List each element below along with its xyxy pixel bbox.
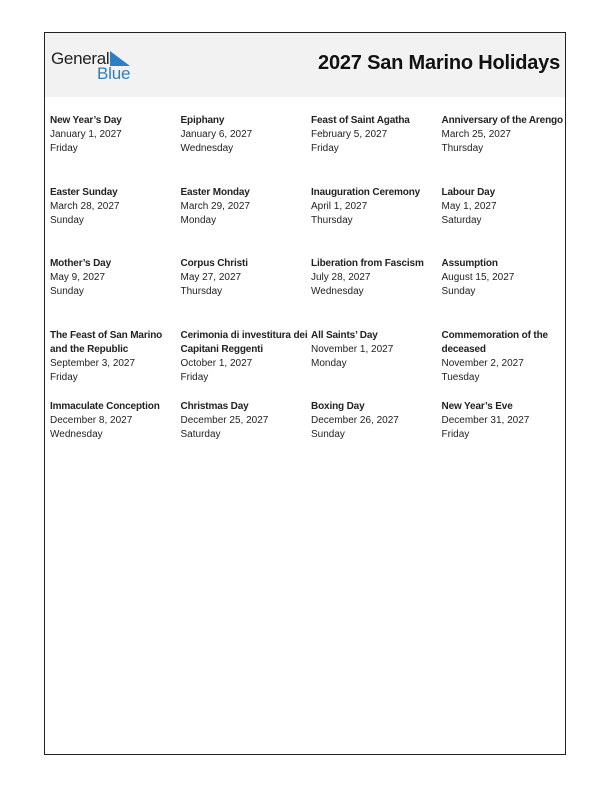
holiday-entry bbox=[311, 329, 442, 401]
holiday-name: Commemoration of the deceased bbox=[441, 329, 548, 355]
holiday-entry bbox=[442, 114, 566, 186]
holiday-entry bbox=[181, 114, 312, 186]
holiday-weekday: Sunday bbox=[50, 214, 84, 226]
holiday-entry bbox=[50, 257, 181, 329]
holiday-weekday: Tuesday bbox=[441, 371, 480, 383]
holiday-entry bbox=[50, 114, 181, 186]
holiday-date: December 25, 2027 bbox=[180, 415, 269, 426]
holiday-name: Christmas Day bbox=[180, 401, 249, 412]
holiday-weekday: Thursday bbox=[311, 214, 353, 226]
page-header bbox=[45, 33, 565, 97]
holiday-name: Anniversary of the Arengo bbox=[441, 115, 563, 126]
holiday-name: Feast of Saint Agatha bbox=[311, 115, 410, 126]
holiday-name: The Feast of San Marino and the Republic bbox=[50, 329, 163, 355]
holiday-date: March 25, 2027 bbox=[441, 129, 511, 140]
holiday-weekday: Friday bbox=[180, 371, 209, 383]
holiday-date: November 2, 2027 bbox=[441, 357, 524, 369]
holiday-weekday: Sunday bbox=[311, 429, 345, 440]
holiday-entry bbox=[181, 257, 312, 329]
holiday-date: March 29, 2027 bbox=[180, 200, 250, 212]
holiday-weekday: Friday bbox=[441, 429, 470, 440]
holiday-entry bbox=[50, 400, 181, 472]
holiday-date: December 31, 2027 bbox=[441, 415, 530, 426]
holiday-name: New Year’s Day bbox=[50, 115, 122, 126]
holiday-date: February 5, 2027 bbox=[311, 129, 388, 140]
holiday-date: October 1, 2027 bbox=[180, 357, 253, 369]
logo-text-blue: Blue bbox=[97, 64, 131, 83]
holiday-entry bbox=[442, 400, 566, 472]
holiday-entry bbox=[181, 400, 312, 472]
holiday-weekday: Wednesday bbox=[50, 429, 103, 440]
holiday-date: May 1, 2027 bbox=[441, 200, 497, 212]
holiday-weekday: Sunday bbox=[50, 286, 84, 297]
holiday-entry bbox=[50, 186, 181, 258]
holiday-weekday: Sunday bbox=[441, 286, 476, 297]
holiday-date: August 15, 2027 bbox=[441, 272, 515, 283]
holiday-name: Mother’s Day bbox=[50, 258, 111, 269]
holiday-date: April 1, 2027 bbox=[311, 200, 368, 212]
holiday-entry bbox=[181, 186, 312, 258]
holiday-name: Labour Day bbox=[441, 186, 496, 198]
holiday-date: May 9, 2027 bbox=[50, 272, 106, 283]
holiday-name: Immaculate Conception bbox=[50, 401, 160, 412]
holiday-date: December 8, 2027 bbox=[50, 415, 133, 426]
holiday-date: January 6, 2027 bbox=[180, 129, 253, 140]
logo-text-general: General bbox=[51, 49, 110, 68]
holiday-entry bbox=[442, 186, 566, 258]
holiday-entry bbox=[442, 257, 566, 329]
holiday-entry bbox=[181, 329, 312, 401]
holiday-weekday: Friday bbox=[50, 143, 78, 154]
holiday-date: November 1, 2027 bbox=[311, 343, 394, 355]
holiday-page bbox=[44, 32, 566, 755]
holiday-weekday: Friday bbox=[311, 143, 339, 154]
holiday-name: Boxing Day bbox=[311, 401, 365, 412]
holiday-name: New Year’s Eve bbox=[441, 401, 513, 412]
holiday-weekday: Thursday bbox=[180, 286, 223, 297]
holiday-date: March 28, 2027 bbox=[50, 200, 120, 212]
holiday-date: May 27, 2027 bbox=[180, 272, 242, 283]
holiday-entry bbox=[442, 329, 566, 401]
page-title: 2027 San Marino Holidays bbox=[318, 52, 560, 74]
holiday-entry bbox=[311, 400, 442, 472]
holiday-name: All Saints’ Day bbox=[311, 329, 378, 341]
holiday-entry bbox=[311, 186, 442, 258]
holiday-entry bbox=[311, 114, 442, 186]
holiday-weekday: Thursday bbox=[441, 143, 484, 154]
holiday-name: Easter Monday bbox=[180, 186, 250, 198]
holiday-date: December 26, 2027 bbox=[311, 415, 399, 426]
holiday-name: Easter Sunday bbox=[50, 186, 118, 198]
holiday-date: July 28, 2027 bbox=[311, 272, 371, 283]
generalblue-logo[interactable] bbox=[51, 49, 141, 83]
holiday-weekday: Friday bbox=[50, 371, 78, 383]
holiday-name: Liberation from Fascism bbox=[311, 258, 424, 269]
holiday-date: January 1, 2027 bbox=[50, 129, 122, 140]
holiday-date: September 3, 2027 bbox=[50, 357, 136, 369]
holiday-weekday: Saturday bbox=[180, 429, 221, 440]
holiday-grid bbox=[50, 114, 565, 472]
holiday-weekday: Monday bbox=[180, 214, 217, 226]
holiday-weekday: Saturday bbox=[441, 214, 482, 226]
holiday-weekday: Monday bbox=[311, 357, 347, 369]
holiday-entry bbox=[50, 329, 181, 401]
holiday-name: Cerimonia di investitura dei Capitani Reggenti bbox=[180, 329, 308, 355]
holiday-entry bbox=[311, 257, 442, 329]
holiday-name: Assumption bbox=[441, 258, 498, 269]
holiday-name: Corpus Christi bbox=[180, 258, 248, 269]
holiday-name: Inauguration Ceremony bbox=[311, 186, 421, 198]
holiday-weekday: Wednesday bbox=[311, 286, 364, 297]
holiday-name: Epiphany bbox=[180, 115, 225, 126]
holiday-weekday: Wednesday bbox=[180, 143, 234, 154]
